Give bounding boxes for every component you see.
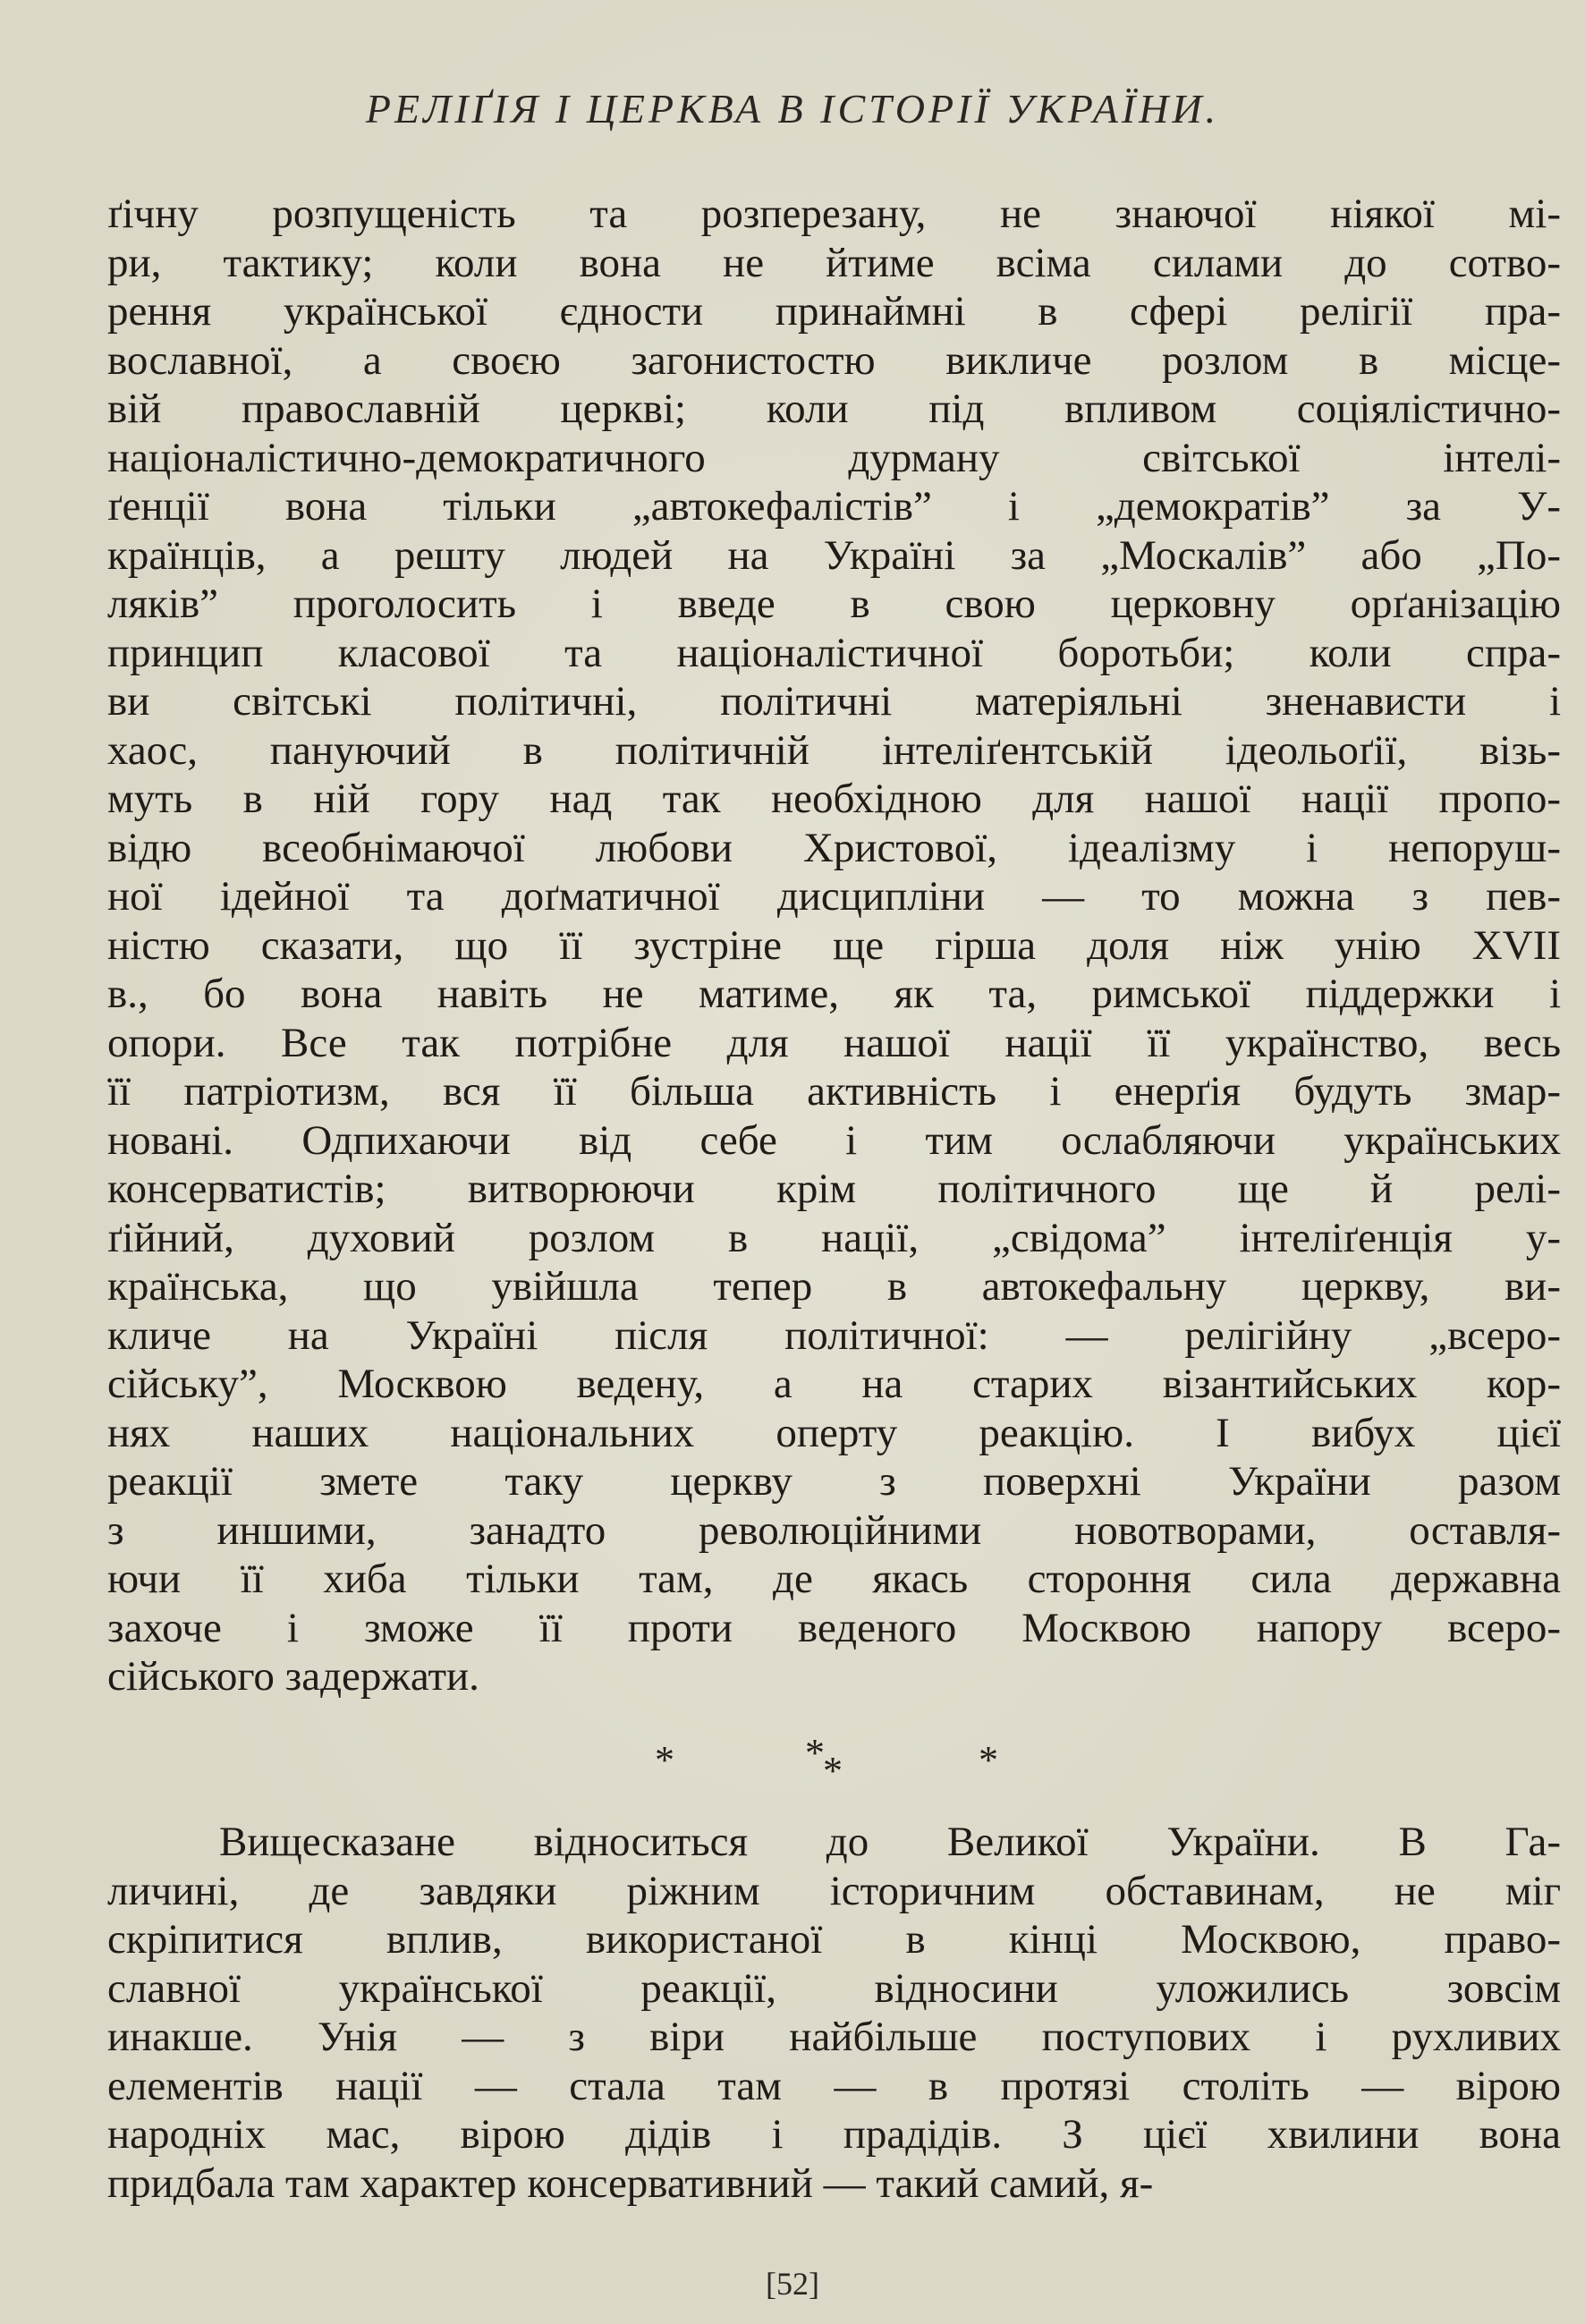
text-line: ри, тактику; коли вона не йтиме всіма силами до сотво- [107,239,1561,286]
text-line: новані. Одпихаючи від себе і тим ослабляючи українських [107,1116,1561,1164]
text-line: ючи її хиба тільки там, де якась стороння сила державна [107,1556,1561,1602]
text-line: личині, де завдяки ріжним історичним обставинам, не міг [107,1867,1561,1914]
text-line: ністю сказати, що її зустріне ще гірша доля ніж унію XVII [107,921,1561,969]
text-line: принцип класової та націоналістичної боротьби; коли спра- [107,629,1561,676]
text-line: славної української реакції, відносини уложились зовсім [107,1964,1561,2012]
text-line: народніх мас, вірою дідів і прадідів. З цієї хвилини вона [107,2111,1561,2158]
page-number: [52] [766,2266,819,2302]
asterisk: * [805,1731,825,1775]
paragraph-2 [107,1818,1561,2208]
text-line: ґічну розпущеність та розперезану, не знаючої ніякої мі- [107,191,1561,237]
text-line: рення української єдности принаймні в сфері релігії пра- [107,288,1561,335]
text-line: нях наших національних оперту реакцію. І вибух цієї [107,1409,1561,1456]
text-line: муть в ній гору над так необхідною для нашої нації пропо- [107,776,1561,822]
text-line: захоче і зможе її проти веденого Москвою напору всеро- [107,1604,1561,1651]
text-line: скріпитися вплив, використаної в кінці Москвою, право- [107,1916,1561,1963]
text-line: країнська, що увійшла тепер в автокефальну церкву, ви- [107,1263,1561,1310]
text-line: реакції змете таку церкву з поверхні України разом [107,1458,1561,1505]
text-line: елементів нації — стала там — в протязі століть — вірою [107,2062,1561,2109]
paragraph-1 [107,190,1561,1701]
text-line: сійську”, Москвою ведену, а на старих візантийських кор- [107,1361,1561,1407]
text-line: націоналістично-демократичного дурману світської інтелі- [107,434,1561,481]
text-line: вославної, а своєю загонистостю викличе розлом в місце- [107,336,1561,384]
asterisk: * [823,1749,843,1793]
text-line: вій православній церкві; коли під впливом соціялістично- [107,386,1561,432]
text-line: ної ідейної та доґматичної дисципліни — то можна з пев- [107,873,1561,920]
text-line: ви світські політичні, політичні матеріяльні зненависти і [107,678,1561,725]
text-line: сійського задержати. [107,1653,479,1700]
text-line: Вищесказане відноситься до Великої України. В Га- [219,1819,1561,1865]
text-line: країнців, а решту людей на Україні за „Москалів” або „По- [107,531,1561,579]
text-line: відю всеобнімаючої любови Христової, ідеалізму і непоруш- [107,824,1561,871]
text-line: опори. Все так потрібне для нашої нації її українство, весь [107,1019,1561,1066]
text-line: в., бо вона навіть не матиме, як та, римської піддержки і [107,971,1561,1017]
running-title: РЕЛІҐІЯ І ЦЕРКВА В ІСТОРІЇ УКРАЇНИ. [365,86,1220,131]
text-line: ляків” проголосить і введе в свою церковну орґанізацію [107,581,1561,627]
section-break-asterisks [0,1731,1585,1793]
text-line: ґійний, духовий розлом в нації, „свідома” інтеліґенція у- [107,1214,1561,1261]
text-line: консерватистів; витворюючи крім політичного ще й релі- [107,1166,1561,1212]
text-line: хаос, пануючий в політичній інтеліґентській ідеольоґії, візь- [107,726,1561,774]
text-line: инакше. Унія — з віри найбільше поступових і рухливих [107,2014,1561,2060]
text-line: придбала там характер консервативний — такий самий, я- [107,2159,1154,2207]
text-line: кличе на Україні після політичної: — релігійну „всеро- [107,1311,1561,1359]
text-line: ґенції вона тільки „автокефалістів” і „демократів” за У- [107,483,1561,530]
text-line: її патріотизм, вся її більша активність і енерґія будуть змар- [107,1068,1561,1115]
asterisk: * [655,1738,674,1782]
asterisk: * [979,1738,998,1782]
text-line: з иншими, занадто революційними новотворами, оставля- [107,1506,1561,1554]
